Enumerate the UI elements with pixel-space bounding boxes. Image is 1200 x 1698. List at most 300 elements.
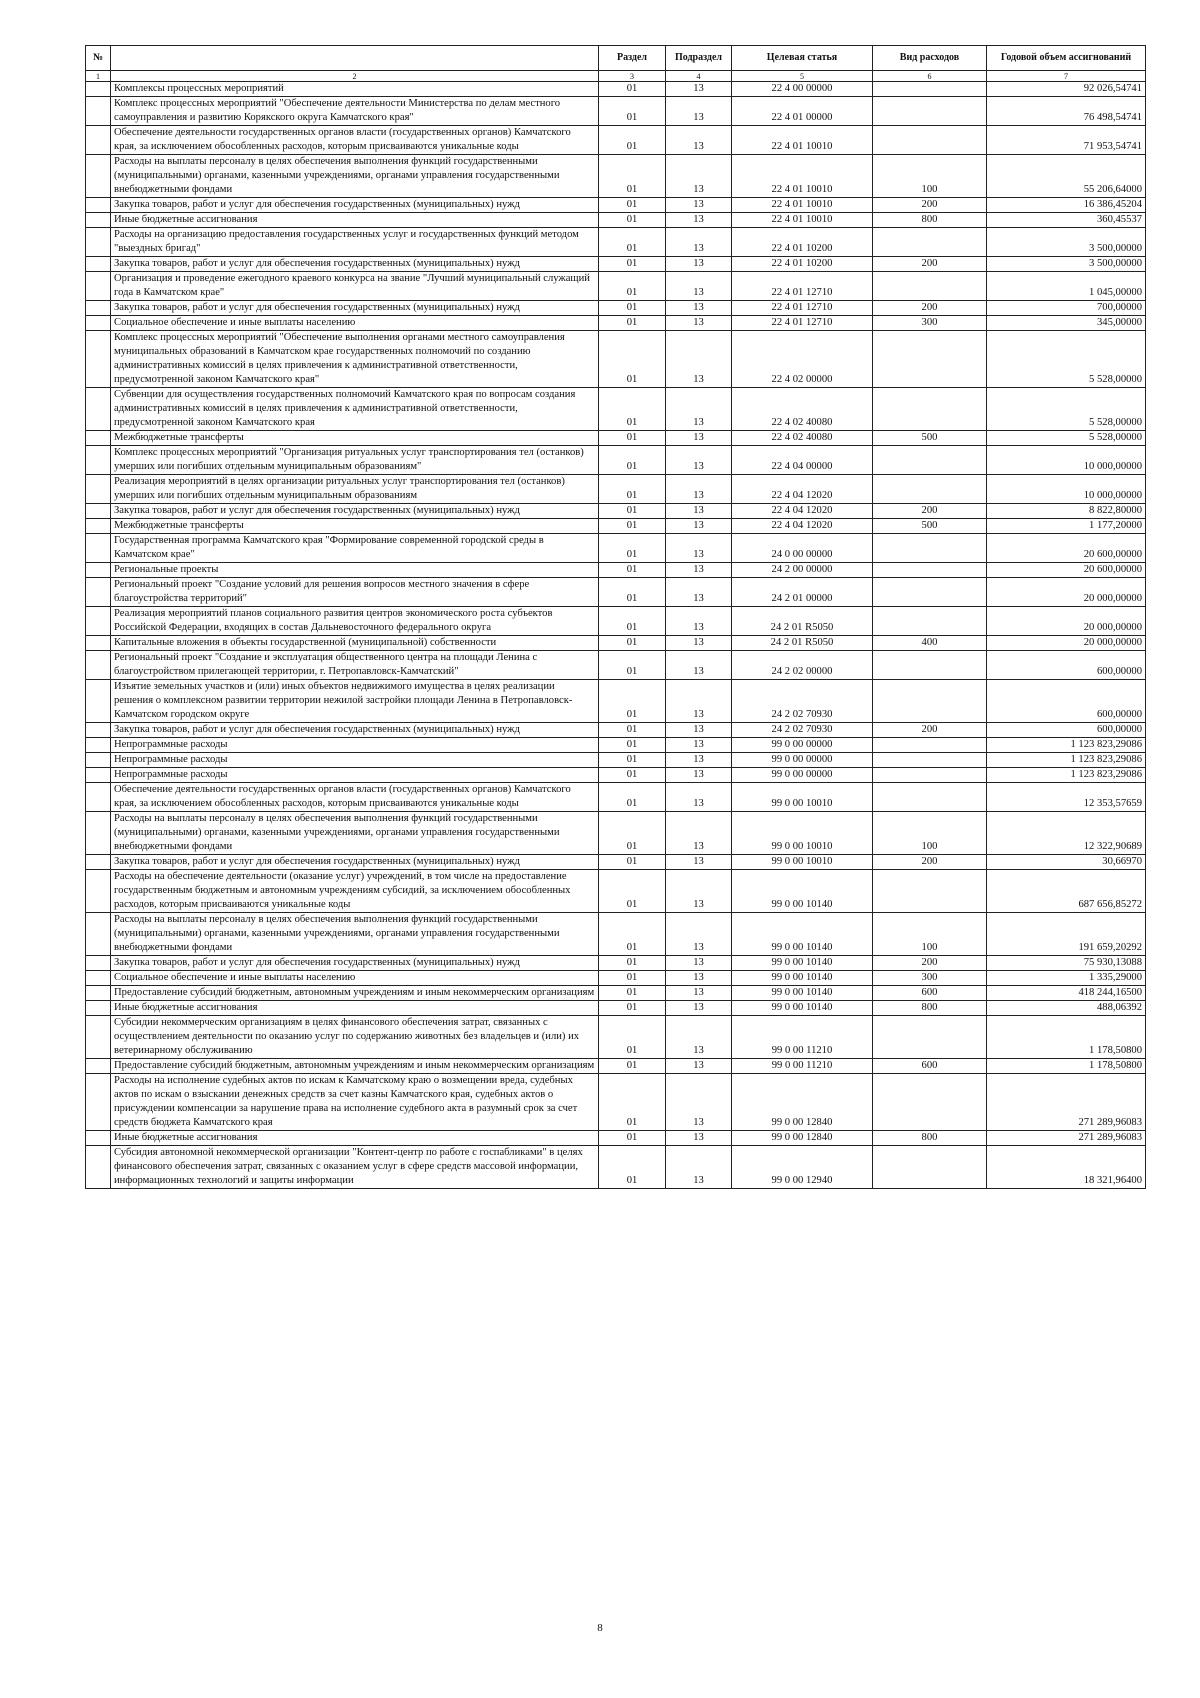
row-razdel-cell: 01 [599,1059,666,1074]
row-sum-cell: 20 600,00000 [987,534,1146,563]
header-num: № [86,46,111,71]
table-row [86,213,1146,228]
row-number-cell [86,504,111,519]
header-name [111,46,599,71]
row-target-cell: 99 0 00 10140 [732,971,873,986]
row-vid-cell: 600 [873,986,987,1001]
row-sum-cell: 20 000,00000 [987,636,1146,651]
row-name-cell: Закупка товаров, работ и услуг для обеспечения государственных (муниципальных) нужд [111,504,599,519]
row-target-cell: 99 0 00 00000 [732,768,873,783]
table-row [86,753,1146,768]
row-razdel-cell: 01 [599,913,666,956]
row-razdel-cell: 01 [599,971,666,986]
row-podrazdel-cell: 13 [666,753,732,768]
row-sum-cell: 8 822,80000 [987,504,1146,519]
row-number-cell [86,1059,111,1074]
row-name-cell: Предоставление субсидий бюджетным, автономным учреждениям и иным некоммерческим организациям [111,986,599,1001]
row-podrazdel-cell: 13 [666,82,732,97]
row-sum-cell: 20 000,00000 [987,607,1146,636]
row-sum-cell: 1 045,00000 [987,272,1146,301]
row-number-cell [86,986,111,1001]
row-razdel-cell: 01 [599,607,666,636]
row-number-cell [86,97,111,126]
row-vid-cell [873,475,987,504]
table-body [86,82,1146,1189]
row-name-cell: Обеспечение деятельности государственных органов власти (государственных органов) Камчатского края, за исключением обособленных расходов, которым присваиваются уникальные коды [111,126,599,155]
row-podrazdel-cell: 13 [666,651,732,680]
row-podrazdel-cell: 13 [666,812,732,855]
row-podrazdel-cell: 13 [666,198,732,213]
row-name-cell: Закупка товаров, работ и услуг для обеспечения государственных (муниципальных) нужд [111,301,599,316]
row-name-cell: Иные бюджетные ассигнования [111,213,599,228]
row-sum-cell: 1 178,50800 [987,1059,1146,1074]
row-number-cell [86,228,111,257]
row-sum-cell: 12 322,90689 [987,812,1146,855]
row-name-cell: Расходы на организацию предоставления государственных услуг и государственных функций методом "выездных бригад" [111,228,599,257]
row-podrazdel-cell: 13 [666,257,732,272]
table-row [86,578,1146,607]
row-vid-cell: 200 [873,198,987,213]
table-row [86,1131,1146,1146]
row-number-cell [86,257,111,272]
row-target-cell: 22 4 01 10200 [732,257,873,272]
row-sum-cell: 1 123 823,29086 [987,753,1146,768]
row-target-cell: 22 4 01 10010 [732,213,873,228]
row-vid-cell: 200 [873,855,987,870]
row-podrazdel-cell: 13 [666,97,732,126]
row-number-cell [86,971,111,986]
table-row [86,534,1146,563]
row-name-cell: Закупка товаров, работ и услуг для обеспечения государственных (муниципальных) нужд [111,855,599,870]
row-target-cell: 24 2 02 70930 [732,680,873,723]
row-razdel-cell: 01 [599,519,666,534]
row-sum-cell: 55 206,64000 [987,155,1146,198]
row-vid-cell: 100 [873,155,987,198]
table-row [86,680,1146,723]
row-sum-cell: 1 123 823,29086 [987,768,1146,783]
row-razdel-cell: 01 [599,126,666,155]
row-razdel-cell: 01 [599,331,666,388]
header-vid: Вид расходов [873,46,987,71]
table-row [86,636,1146,651]
row-podrazdel-cell: 13 [666,519,732,534]
row-vid-cell [873,783,987,812]
header-podrazdel: Подраздел [666,46,732,71]
row-vid-cell [873,446,987,475]
row-podrazdel-cell: 13 [666,446,732,475]
row-target-cell: 22 4 01 12710 [732,272,873,301]
table-row [86,519,1146,534]
row-name-cell: Капитальные вложения в объекты государственной (муниципальной) собственности [111,636,599,651]
row-razdel-cell: 01 [599,1146,666,1189]
row-podrazdel-cell: 13 [666,272,732,301]
row-sum-cell: 191 659,20292 [987,913,1146,956]
row-sum-cell: 418 244,16500 [987,986,1146,1001]
row-razdel-cell: 01 [599,316,666,331]
row-target-cell: 99 0 00 12940 [732,1146,873,1189]
table-row [86,301,1146,316]
row-podrazdel-cell: 13 [666,213,732,228]
table-row [86,1146,1146,1189]
row-target-cell: 99 0 00 10010 [732,812,873,855]
row-vid-cell: 500 [873,519,987,534]
row-target-cell: 99 0 00 10140 [732,870,873,913]
row-razdel-cell: 01 [599,768,666,783]
table-row [86,956,1146,971]
row-razdel-cell: 01 [599,1074,666,1131]
row-number-cell [86,198,111,213]
row-number-cell [86,316,111,331]
row-razdel-cell: 01 [599,812,666,855]
row-podrazdel-cell: 13 [666,504,732,519]
row-number-cell [86,446,111,475]
row-podrazdel-cell: 13 [666,388,732,431]
table-row [86,431,1146,446]
row-target-cell: 22 4 02 00000 [732,331,873,388]
row-target-cell: 99 0 00 12840 [732,1131,873,1146]
row-number-cell [86,1016,111,1059]
row-podrazdel-cell: 13 [666,331,732,388]
row-razdel-cell: 01 [599,956,666,971]
row-name-cell: Межбюджетные трансферты [111,519,599,534]
row-number-cell [86,82,111,97]
row-name-cell: Социальное обеспечение и иные выплаты населению [111,971,599,986]
row-vid-cell: 500 [873,431,987,446]
row-podrazdel-cell: 13 [666,870,732,913]
table-row [86,82,1146,97]
row-number-cell [86,768,111,783]
table-row [86,768,1146,783]
row-target-cell: 99 0 00 10140 [732,986,873,1001]
row-podrazdel-cell: 13 [666,1074,732,1131]
row-vid-cell: 800 [873,1001,987,1016]
row-razdel-cell: 01 [599,82,666,97]
row-vid-cell: 200 [873,257,987,272]
row-razdel-cell: 01 [599,870,666,913]
header-razdel: Раздел [599,46,666,71]
table-row [86,388,1146,431]
row-name-cell: Закупка товаров, работ и услуг для обеспечения государственных (муниципальных) нужд [111,257,599,272]
row-razdel-cell: 01 [599,272,666,301]
row-podrazdel-cell: 13 [666,783,732,812]
row-number-cell [86,431,111,446]
row-number-cell [86,331,111,388]
row-podrazdel-cell: 13 [666,738,732,753]
row-name-cell: Реализация мероприятий в целях организации ритуальных услуг транспортирования тел (останков) умерших или погибших отдельным муниципальным образованиям [111,475,599,504]
row-vid-cell [873,1074,987,1131]
row-name-cell: Организация и проведение ежегодного краевого конкурса на звание "Лучший муниципальный служащий года в Камчатском крае" [111,272,599,301]
table-row [86,783,1146,812]
row-sum-cell: 16 386,45204 [987,198,1146,213]
row-vid-cell: 800 [873,213,987,228]
row-number-cell [86,680,111,723]
table-row [86,97,1146,126]
row-vid-cell [873,607,987,636]
row-razdel-cell: 01 [599,651,666,680]
table-header-row [86,46,1146,71]
row-target-cell: 22 4 01 10200 [732,228,873,257]
table-row [86,651,1146,680]
row-sum-cell: 30,66970 [987,855,1146,870]
row-name-cell: Расходы на выплаты персоналу в целях обеспечения выполнения функций государственными (муниципальными) органами, казенными учреждениями, органами управления государственными внебюджетными фондами [111,913,599,956]
column-number-row [86,71,1146,82]
row-sum-cell: 18 321,96400 [987,1146,1146,1189]
row-vid-cell [873,1146,987,1189]
table-row [86,563,1146,578]
row-vid-cell [873,228,987,257]
row-target-cell: 22 4 01 00000 [732,97,873,126]
row-target-cell: 22 4 04 12020 [732,475,873,504]
table-row [86,607,1146,636]
row-vid-cell: 600 [873,1059,987,1074]
row-name-cell: Непрограммные расходы [111,753,599,768]
table-row [86,504,1146,519]
row-sum-cell: 700,00000 [987,301,1146,316]
table-row [86,1074,1146,1131]
row-sum-cell: 71 953,54741 [987,126,1146,155]
row-razdel-cell: 01 [599,738,666,753]
row-razdel-cell: 01 [599,986,666,1001]
row-target-cell: 24 2 02 00000 [732,651,873,680]
row-vid-cell: 100 [873,812,987,855]
row-name-cell: Субвенции для осуществления государственных полномочий Камчатского края по вопросам создания административных комиссий в целях привлечения к административной ответственности, предусмотренной законом Камчатского края [111,388,599,431]
row-vid-cell [873,388,987,431]
row-name-cell: Непрограммные расходы [111,738,599,753]
row-razdel-cell: 01 [599,97,666,126]
row-target-cell: 24 2 00 00000 [732,563,873,578]
row-podrazdel-cell: 13 [666,1131,732,1146]
table-row [86,1016,1146,1059]
row-target-cell: 22 4 02 40080 [732,431,873,446]
table-row [86,1059,1146,1074]
row-razdel-cell: 01 [599,578,666,607]
row-sum-cell: 3 500,00000 [987,257,1146,272]
row-number-cell [86,812,111,855]
column-number: 5 [732,71,873,82]
row-podrazdel-cell: 13 [666,228,732,257]
row-target-cell: 22 4 02 40080 [732,388,873,431]
table-row [86,475,1146,504]
row-number-cell [86,272,111,301]
row-target-cell: 99 0 00 11210 [732,1059,873,1074]
row-name-cell: Закупка товаров, работ и услуг для обеспечения государственных (муниципальных) нужд [111,723,599,738]
row-razdel-cell: 01 [599,475,666,504]
row-vid-cell: 200 [873,956,987,971]
row-podrazdel-cell: 13 [666,723,732,738]
row-razdel-cell: 01 [599,636,666,651]
row-number-cell [86,1131,111,1146]
row-number-cell [86,155,111,198]
row-number-cell [86,388,111,431]
row-razdel-cell: 01 [599,198,666,213]
table-row [86,986,1146,1001]
row-target-cell: 99 0 00 12840 [732,1074,873,1131]
page-number: 8 [597,1622,603,1634]
row-name-cell: Закупка товаров, работ и услуг для обеспечения государственных (муниципальных) нужд [111,956,599,971]
row-name-cell: Комплекс процессных мероприятий "Обеспечение выполнения органами местного самоуправления муниципальных образований в Камчатском крае государственных полномочий по созданию административных комиссий в целях привлечения к административной ответственности, предусмотренной законом Камчатского края" [111,331,599,388]
row-podrazdel-cell: 13 [666,607,732,636]
row-target-cell: 99 0 00 10010 [732,783,873,812]
row-razdel-cell: 01 [599,1131,666,1146]
row-number-cell [86,475,111,504]
row-razdel-cell: 01 [599,534,666,563]
row-vid-cell [873,680,987,723]
row-target-cell: 99 0 00 10010 [732,855,873,870]
table-row [86,155,1146,198]
row-name-cell: Субсидии некоммерческим организациям в целях финансового обеспечения затрат, связанных с осуществлением деятельности по оказанию услуг по содержанию животных без владельцев и (или) их ветеринарному обслуживанию [111,1016,599,1059]
row-razdel-cell: 01 [599,563,666,578]
row-target-cell: 24 2 01 R5050 [732,636,873,651]
row-podrazdel-cell: 13 [666,971,732,986]
row-target-cell: 22 4 00 00000 [732,82,873,97]
row-name-cell: Комплексы процессных мероприятий [111,82,599,97]
row-number-cell [86,738,111,753]
column-number: 4 [666,71,732,82]
row-sum-cell: 1 335,29000 [987,971,1146,986]
row-vid-cell [873,768,987,783]
row-podrazdel-cell: 13 [666,956,732,971]
row-podrazdel-cell: 13 [666,986,732,1001]
row-vid-cell [873,753,987,768]
row-number-cell [86,126,111,155]
row-vid-cell: 300 [873,316,987,331]
row-sum-cell: 600,00000 [987,651,1146,680]
row-target-cell: 24 2 01 00000 [732,578,873,607]
row-sum-cell: 488,06392 [987,1001,1146,1016]
row-sum-cell: 76 498,54741 [987,97,1146,126]
row-name-cell: Изъятие земельных участков и (или) иных объектов недвижимого имущества в целях реализации решения о комплексном развитии территории нежилой застройки площади Ленина в Петропавловск-Камчатском городском округе [111,680,599,723]
row-name-cell: Обеспечение деятельности государственных органов власти (государственных органов) Камчатского края, за исключением обособленных расходов, которым присваиваются уникальные коды [111,783,599,812]
row-number-cell [86,913,111,956]
row-number-cell [86,636,111,651]
row-name-cell: Предоставление субсидий бюджетным, автономным учреждениям и иным некоммерческим организациям [111,1059,599,1074]
row-razdel-cell: 01 [599,213,666,228]
table-row [86,738,1146,753]
table-row [86,126,1146,155]
row-number-cell [86,1074,111,1131]
row-vid-cell [873,1016,987,1059]
header-sum: Годовой объем ассигнований [987,46,1146,71]
row-target-cell: 22 4 01 10010 [732,155,873,198]
row-sum-cell: 5 528,00000 [987,331,1146,388]
row-target-cell: 24 0 00 00000 [732,534,873,563]
row-vid-cell: 200 [873,301,987,316]
row-sum-cell: 271 289,96083 [987,1074,1146,1131]
row-vid-cell [873,578,987,607]
column-number: 2 [111,71,599,82]
header-target: Целевая статья [732,46,873,71]
row-name-cell: Региональный проект "Создание и эксплуатация общественного центра на площади Ленина с благоустройством прилегающей территории, г. Петропавловск-Камчатский" [111,651,599,680]
row-name-cell: Комплекс процессных мероприятий "Организация ритуальных услуг транспортирования тел (останков) умерших или погибших отдельным муниципальным образованиям" [111,446,599,475]
row-vid-cell: 800 [873,1131,987,1146]
row-sum-cell: 10 000,00000 [987,446,1146,475]
row-podrazdel-cell: 13 [666,578,732,607]
row-name-cell: Комплекс процессных мероприятий "Обеспечение деятельности Министерства по делам местного самоуправления и развитию Корякского округа Камчатского края" [111,97,599,126]
row-vid-cell [873,97,987,126]
row-vid-cell [873,563,987,578]
row-target-cell: 99 0 00 11210 [732,1016,873,1059]
row-number-cell [86,578,111,607]
row-target-cell: 99 0 00 10140 [732,1001,873,1016]
table-row [86,316,1146,331]
table-row [86,870,1146,913]
table-row [86,971,1146,986]
row-vid-cell: 200 [873,723,987,738]
row-name-cell: Реализация мероприятий планов социального развития центров экономического роста субъектов Российской Федерации, входящих в состав Дальневосточного федерального округа [111,607,599,636]
row-number-cell [86,651,111,680]
row-sum-cell: 20 000,00000 [987,578,1146,607]
row-name-cell: Региональный проект "Создание условий для решения вопросов местного значения в сфере благоустройства территорий" [111,578,599,607]
table-row [86,1001,1146,1016]
table-row [86,812,1146,855]
row-podrazdel-cell: 13 [666,1001,732,1016]
row-razdel-cell: 01 [599,228,666,257]
row-razdel-cell: 01 [599,301,666,316]
row-sum-cell: 271 289,96083 [987,1131,1146,1146]
row-vid-cell [873,126,987,155]
row-podrazdel-cell: 13 [666,534,732,563]
row-target-cell: 99 0 00 00000 [732,753,873,768]
row-target-cell: 22 4 01 12710 [732,301,873,316]
table-row [86,913,1146,956]
row-sum-cell: 3 500,00000 [987,228,1146,257]
row-name-cell: Расходы на обеспечение деятельности (оказание услуг) учреждений, в том числе на предоставление государственным бюджетным и автономным учреждениям субсидий, за исключением обособленных расходов, которым присваиваются уникальные коды [111,870,599,913]
row-number-cell [86,563,111,578]
row-sum-cell: 75 930,13088 [987,956,1146,971]
table-row [86,855,1146,870]
row-sum-cell: 20 600,00000 [987,563,1146,578]
row-number-cell [86,855,111,870]
row-name-cell: Субсидия автономной некоммерческой организации "Контент-центр по работе с госпабликами" в целях финансового обеспечения затрат, связанных с оказанием услуг в сфере средств массовой информации, информационных технологий и защиты информации [111,1146,599,1189]
row-number-cell [86,1001,111,1016]
row-number-cell [86,1146,111,1189]
table-row [86,446,1146,475]
row-vid-cell [873,651,987,680]
row-name-cell: Иные бюджетные ассигнования [111,1131,599,1146]
row-podrazdel-cell: 13 [666,855,732,870]
row-sum-cell: 345,00000 [987,316,1146,331]
row-vid-cell: 400 [873,636,987,651]
row-name-cell: Расходы на исполнение судебных актов по искам к Камчатскому краю о возмещении вреда, судебных актов по искам о взыскании денежных средств за счет казны Камчатского края, судебных актов о присуждении компенсации за нарушение права на исполнение судебного акта в разумный срок за счет средств бюджета Камчатского края [111,1074,599,1131]
row-name-cell: Социальное обеспечение и иные выплаты населению [111,316,599,331]
row-name-cell: Расходы на выплаты персоналу в целях обеспечения выполнения функций государственными (муниципальными) органами, казенными учреждениями, органами управления государственными внебюджетными фондами [111,155,599,198]
row-podrazdel-cell: 13 [666,1146,732,1189]
row-razdel-cell: 01 [599,855,666,870]
row-vid-cell [873,82,987,97]
row-target-cell: 99 0 00 10140 [732,913,873,956]
row-name-cell: Государственная программа Камчатского края "Формирование современной городской среды в Камчатском крае" [111,534,599,563]
row-razdel-cell: 01 [599,1016,666,1059]
row-podrazdel-cell: 13 [666,636,732,651]
row-sum-cell: 10 000,00000 [987,475,1146,504]
row-razdel-cell: 01 [599,155,666,198]
row-number-cell [86,723,111,738]
row-razdel-cell: 01 [599,753,666,768]
row-vid-cell [873,870,987,913]
row-razdel-cell: 01 [599,446,666,475]
row-number-cell [86,213,111,228]
table-row [86,228,1146,257]
row-name-cell: Закупка товаров, работ и услуг для обеспечения государственных (муниципальных) нужд [111,198,599,213]
row-target-cell: 22 4 01 10010 [732,126,873,155]
row-vid-cell [873,331,987,388]
row-target-cell: 22 4 01 10010 [732,198,873,213]
budget-table [85,45,1146,1189]
row-razdel-cell: 01 [599,504,666,519]
table-row [86,257,1146,272]
row-razdel-cell: 01 [599,1001,666,1016]
row-vid-cell: 100 [873,913,987,956]
